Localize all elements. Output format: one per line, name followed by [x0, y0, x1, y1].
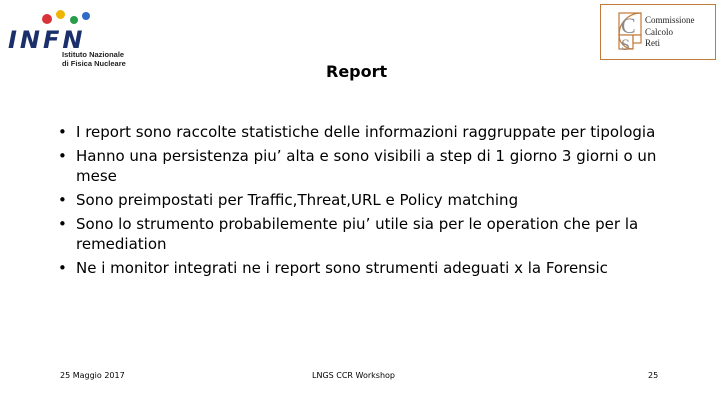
bullet-dot-icon: •: [58, 147, 67, 165]
logo-dot-icon: [70, 16, 78, 24]
infn-logo: [8, 6, 143, 68]
ccr-line: Calcolo: [645, 26, 673, 37]
bullet-text: I report sono raccolte statistiche delle informazioni raggruppate per tipologia: [76, 123, 656, 141]
infn-subtitle-line: di Fisica Nucleare: [62, 59, 126, 68]
infn-logo-subtitle: [62, 50, 126, 68]
logo-dot-icon: [42, 14, 52, 24]
bullet-text: Ne i monitor integrati ne i report sono strumenti adeguati x la Forensic: [76, 259, 608, 277]
bullet-dot-icon: •: [58, 123, 67, 141]
ccr-logo: [600, 4, 716, 60]
bullet-text: Sono preimpostati per Traffic,Threat,URL e Policy matching: [76, 191, 519, 209]
bullet-text: Sono lo strumento probabilemente piu’ utile sia per le operation che per la remediation: [76, 215, 639, 253]
slide-title: Report: [326, 62, 388, 81]
ccr-line: Commissione: [645, 15, 695, 25]
infn-logo-text: INFN: [8, 26, 86, 54]
bullet-list: [58, 122, 658, 282]
bullet-dot-icon: •: [58, 215, 67, 233]
bullet-item: [58, 258, 658, 278]
logo-dot-icon: [82, 12, 90, 20]
footer-event: LNGS CCR Workshop: [312, 371, 396, 380]
bullet-item: [58, 190, 658, 210]
ccr-line: Reti: [645, 38, 660, 48]
footer-date: 25 Maggio 2017: [60, 371, 125, 380]
bullet-dot-icon: •: [58, 191, 67, 209]
logo-dot-icon: [56, 10, 65, 19]
page-number: 25: [648, 371, 659, 380]
bullet-item: [58, 214, 658, 254]
bullet-dot-icon: •: [58, 259, 67, 277]
svg-text:S: S: [621, 37, 630, 54]
infn-subtitle-line: Istituto Nazionale: [62, 50, 125, 59]
ccr-logo-text: [645, 15, 695, 50]
bullet-text: Hanno una persistenza piu’ alta e sono visibili a step di 1 giorno 3 giorni o un mese: [76, 147, 657, 185]
bullet-item: [58, 146, 658, 186]
svg-text:C: C: [621, 13, 636, 38]
bullet-item: [58, 122, 658, 142]
